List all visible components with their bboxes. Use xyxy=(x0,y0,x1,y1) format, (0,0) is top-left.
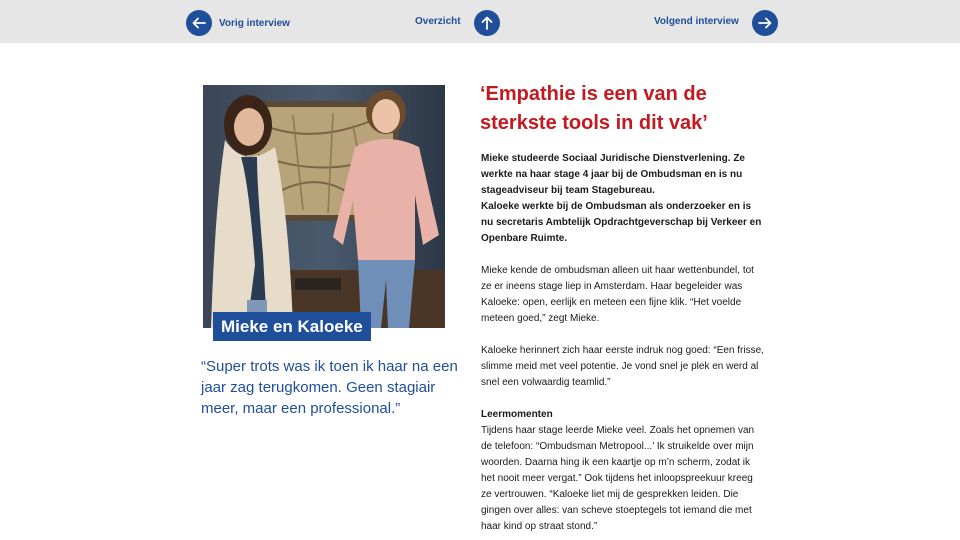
overview-label[interactable]: Overzicht xyxy=(415,15,461,27)
overview-link[interactable] xyxy=(415,10,500,36)
previous-interview-link[interactable] xyxy=(186,10,290,36)
arrow-left-icon[interactable] xyxy=(186,10,212,36)
previous-interview-label[interactable]: Vorig interview xyxy=(219,17,290,29)
article-paragraph-3: Tijdens haar stage leerde Mieke veel. Zoals het opnemen van de telefoon: “Ombudsman Metropool...’ Ik struikelde over mijn woorden. Daarna hing ik een kaartje op m’n scherm, zodat ik het nooit meer vergat.” Ook tijdens het inloopspreekuur kreeg ze vertrouwen. “Kaloeke liet mij de gesprekken leiden. Die gingen over alles: van scheve stoeptegels tot iemand die met haar kind op straat stond.” xyxy=(481,425,755,532)
arrow-right-icon[interactable] xyxy=(752,10,778,36)
article-body xyxy=(481,151,766,535)
pull-quote: “Super trots was ik toen ik haar na een jaar zag terugkomen. Geen stagiair meer, maar een professional.” xyxy=(201,358,458,417)
interview-photo xyxy=(203,85,445,328)
arrow-up-icon[interactable] xyxy=(474,10,500,36)
next-interview-label[interactable]: Volgend interview xyxy=(654,15,739,27)
intro-kaloeke: Kaloeke werkte bij de Ombudsman als onderzoeker en is nu secretaris Ambtelijk Opdrachtgeverschap bij Verkeer en Openbare Ruimte. xyxy=(481,201,762,244)
photo-caption: Mieke en Kaloeke xyxy=(213,312,371,341)
article-paragraph-2: Kaloeke herinnert zich haar eerste indruk nog goed: “Een frisse, slimme meid met veel potentie. Je vond snel je plek en werd al snel een volwaardig teamlid.” xyxy=(481,345,764,388)
article-headline: ‘Empathie is een van de sterkste tools in dit vak’ xyxy=(480,83,708,134)
next-interview-link[interactable] xyxy=(654,10,778,36)
article-paragraph-1: Mieke kende de ombudsman alleen uit haar wettenbundel, tot ze er ineens stage liep in Amsterdam. Haar begeleider was Kaloeke: open, eerlijk en meteen een fijne klik. “Het voelde meteen goed,” zegt Mieke. xyxy=(481,265,754,324)
top-navigation-bar xyxy=(0,0,960,43)
intro-mieke: Mieke studeerde Sociaal Juridische Dienstverlening. Ze werkte na haar stage 4 jaar bij de Ombudsman en is nu stageadviseur bij team Stagebureau. xyxy=(481,153,745,196)
section-heading-leermomenten: Leermomenten xyxy=(481,409,553,420)
